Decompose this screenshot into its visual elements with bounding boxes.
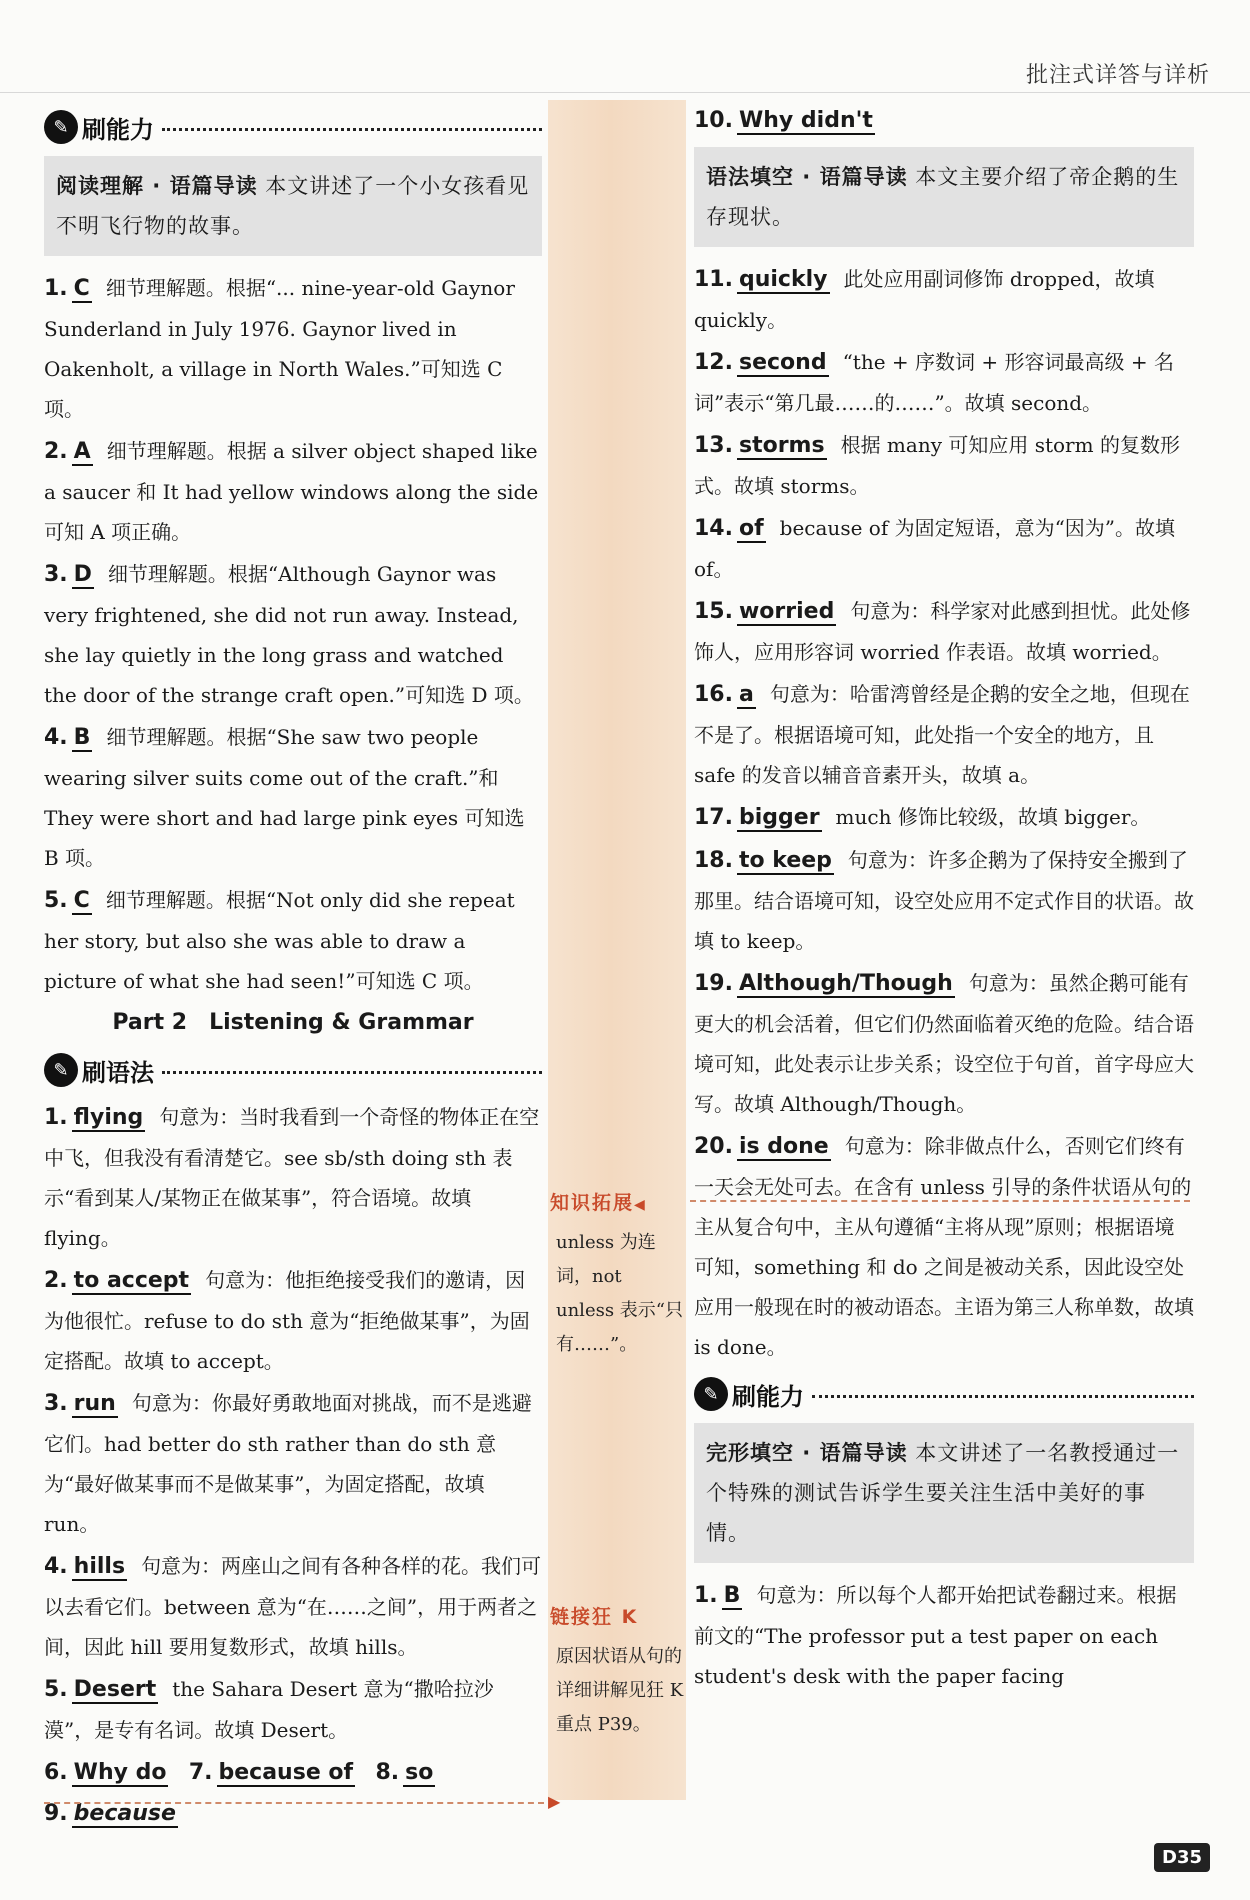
item-number: 9. (44, 1801, 68, 1826)
item-explanation: much 修饰比较级，故填 bigger。 (835, 805, 1151, 829)
answer-item (694, 342, 1194, 423)
item-answer: because (73, 1801, 176, 1826)
item-explanation: the Sahara Desert 意为“撒哈拉沙漠”，是专有名词。故填 Desert。 (44, 1677, 494, 1742)
item-number: 1. (694, 1583, 718, 1608)
answer-item (44, 1383, 542, 1544)
item-explanation: 细节理解题。根据“Not only did she repeat her story, but also she was able to draw a picture of what she had seen!”可知选 C 项。 (44, 888, 515, 993)
item-number: 5. (44, 888, 68, 913)
item-answer: second (738, 350, 827, 375)
item-explanation: 句意为：许多企鹅为了保持安全搬到了那里。结合语境可知，设空处应用不定式作目的状语。故填 to keep。 (694, 848, 1194, 953)
guide-text: 本文讲述了一个小女孩看见不明飞行物的故事。 (56, 174, 530, 238)
item-explanation: 句意为：当时我看到一个奇怪的物体正在空中飞，但我没有看清楚它。see sb/sth doing sth 表示“看到某人/某物正在做某事”，符合语境。故填 flying。 (44, 1105, 540, 1250)
guide-label: 阅读理解 · 语篇导读 (56, 174, 258, 198)
answer-item (694, 963, 1194, 1124)
header-title: 批注式详答与详析 (1025, 63, 1210, 88)
reading-guide (44, 156, 542, 256)
dotted-rule (812, 1395, 1194, 1398)
item-answer: D (73, 562, 92, 587)
item-explanation: 句意为：所以每个人都开始把试卷翻过来。根据前文的“The professor put a test paper on each student's desk with the paper facing (694, 1583, 1177, 1688)
answer-item (44, 431, 542, 552)
item-answer: worried (738, 599, 835, 624)
dashed-connector (44, 1802, 544, 1804)
right-column (694, 100, 1194, 1698)
arrow-left-icon: ◀ (634, 1197, 647, 1213)
pencil-icon: ✎ (694, 1377, 728, 1411)
part-title: Part 2 Listening & Grammar (112, 1010, 474, 1035)
section-badge (694, 1377, 804, 1412)
item-answer: to keep (738, 848, 832, 873)
item-number: 20. (694, 1134, 733, 1159)
item-answer: run (73, 1391, 116, 1416)
item-answer: storms (738, 433, 825, 458)
section-badge (44, 1053, 154, 1088)
answer-row-6-8 (44, 1752, 542, 1793)
guide-text: 本文讲述了一名教授通过一个特殊的测试告诉学生要关注生活中美好的事情。 (706, 1441, 1180, 1545)
answer-item (44, 1669, 542, 1750)
answer-item (694, 425, 1194, 506)
item-number: 19. (694, 971, 733, 996)
answer-item (694, 100, 1194, 141)
item-explanation: 细节理解题。根据“... nine-year-old Gaynor Sunderland in July 1976. Gaynor lived in Oakenholt, a village in North Wales.”可知选 C 项。 (44, 276, 515, 421)
answer-item (694, 508, 1194, 589)
answer-row-9 (44, 1793, 542, 1834)
item-answer: Although/Though (738, 971, 953, 996)
side-note-label-link (550, 1602, 688, 1629)
guide-label: 完形填空 · 语篇导读 (706, 1441, 908, 1465)
header-divider (0, 92, 1250, 93)
item-number: 2. (44, 1268, 68, 1293)
item-number: 14. (694, 516, 733, 541)
answer-item (694, 259, 1194, 340)
pencil-icon: ✎ (44, 110, 78, 144)
item-answer: Desert (73, 1677, 157, 1702)
dotted-rule (162, 128, 542, 131)
item-explanation: 句意为：你最好勇敢地面对挑战，而不是逃避它们。had better do sth rather than do sth 意为“最好做某事而不是做某事”，为固定搭配，故填 run。 (44, 1391, 532, 1536)
item-answer: B (723, 1583, 741, 1608)
item-answer: because of (218, 1760, 354, 1785)
item-number: 10. (694, 108, 733, 133)
section-badge-label: 刷语法 (82, 1058, 154, 1087)
grammar-fill-answers (694, 259, 1194, 1367)
item-number: 11. (694, 267, 733, 292)
item-number: 7. (188, 1760, 213, 1785)
pencil-icon: ✎ (44, 1053, 78, 1087)
side-note-label-extension (550, 1188, 688, 1215)
item-answer: A (73, 439, 91, 464)
answer-item (44, 554, 542, 715)
answer-item (694, 840, 1194, 961)
side-note-text-link: 原因状语从句的详细讲解见狂 K 重点 P39。 (556, 1646, 684, 1735)
cloze-guide (694, 1423, 1194, 1563)
item-answer: Why didn't (738, 108, 873, 133)
item-explanation: 句意为：虽然企鹅可能有更大的机会活着，但它们仍然面临着灭绝的危险。结合语境可知，此处表示让步关系；设空位于句首，首字母应大写。故填 Although/Though。 (694, 971, 1194, 1116)
section-badge-label: 刷能力 (82, 115, 154, 144)
item-answer: quickly (738, 267, 828, 292)
answer-item (44, 268, 542, 429)
item-number: 12. (694, 350, 733, 375)
item-explanation: 细节理解题。根据“She saw two people wearing silver suits come out of the craft.”和 They were short and had large pink eyes 可知选 B 项。 (44, 725, 525, 870)
item-number: 1. (44, 276, 68, 301)
item-number: 4. (44, 1554, 68, 1579)
item-answer: C (73, 276, 90, 301)
item-explanation: 细节理解题。根据“Although Gaynor was very frightened, she did not run away. Instead, she lay quietly in the long grass and watched the door of the strange craft open.”可知选 D 项。 (44, 562, 534, 707)
item-answer: of (738, 516, 764, 541)
left-column (44, 100, 542, 1834)
answer-item (694, 674, 1194, 795)
item-answer: hills (73, 1554, 126, 1579)
item-explanation: 句意为：他拒绝接受我们的邀请，因为他很忙。refuse to do sth 意为“拒绝做某事”，为固定搭配。故填 to accept。 (44, 1268, 530, 1373)
section-heading-ability-2 (694, 1371, 1194, 1417)
grammar-answers (44, 1097, 542, 1750)
section-heading-ability (44, 104, 542, 150)
item-number: 6. (44, 1760, 68, 1785)
item-explanation: 句意为：两座山之间有各种各样的花。我们可以去看它们。between 意为“在……之间”，用于两者之间，因此 hill 要用复数形式，故填 hills。 (44, 1554, 542, 1659)
item-number: 3. (44, 1391, 68, 1416)
answer-item (694, 1126, 1194, 1367)
item-number: 18. (694, 848, 733, 873)
item-answer: Why do (73, 1760, 167, 1785)
answer-item (44, 717, 542, 878)
item-number: 4. (44, 725, 68, 750)
item-explanation: 此处应用副词修饰 dropped，故填 quickly。 (694, 267, 1155, 332)
item-answer: is done (738, 1134, 829, 1159)
side-note-text-extension: unless 为连词，not unless 表示“只有……”。 (556, 1232, 683, 1355)
guide-text: 本文主要介绍了帝企鹅的生存现状。 (706, 165, 1180, 229)
dotted-rule (162, 1071, 542, 1074)
item-answer: a (738, 682, 754, 707)
item-explanation: 句意为：科学家对此感到担忧。此处修饰人，应用形容词 worried 作表语。故填 worried。 (694, 599, 1191, 664)
item-number: 8. (375, 1760, 400, 1785)
item-number: 16. (694, 682, 733, 707)
side-note-label-text: 链接狂 K (550, 1606, 639, 1628)
item-number: 3. (44, 562, 68, 587)
answer-item (44, 880, 542, 1001)
side-note-label-text: 知识拓展 (550, 1192, 635, 1214)
answer-item (44, 1260, 542, 1381)
answer-item (694, 591, 1194, 672)
side-note-column (548, 100, 686, 1800)
section-badge-label: 刷能力 (732, 1382, 804, 1411)
item-explanation: 句意为：除非做点什么，否则它们终有一天会无处可去。在含有 unless 引导的条件状语从句的主从复合句中，主从句遵循“主将从现”原则；根据语境可知，something 和 do 之间是被动关系，因此设空处应用一般现在时的被动语态。主语为第三人称单数，故填 is done。 (694, 1134, 1194, 1359)
item-answer: to accept (73, 1268, 190, 1293)
item-number: 17. (694, 805, 733, 830)
item-explanation: “the + 序数词 + 形容词最高级 + 名词”表示“第几最……的……”。故填 second。 (694, 350, 1174, 415)
answer-item (44, 1546, 542, 1667)
answer-item (694, 1575, 1194, 1696)
item-explanation: 句意为：哈雷湾曾经是企鹅的安全之地，但现在不是了。根据语境可知，此处指一个安全的地方，且 safe 的发音以辅音音素开头，故填 a。 (694, 682, 1190, 787)
item-explanation: 根据 many 可知应用 storm 的复数形式。故填 storms。 (694, 433, 1180, 498)
item-number: 13. (694, 433, 733, 458)
item-explanation: 细节理解题。根据 a silver object shaped like a saucer 和 It had yellow windows along the side 可知 A 项正确。 (44, 439, 539, 544)
item-number: 5. (44, 1677, 68, 1702)
arrow-right-icon: ▶ (548, 1792, 561, 1811)
page-number: D35 (1154, 1843, 1210, 1872)
answer-item (44, 1097, 542, 1258)
item-number: 1. (44, 1105, 68, 1130)
section-heading-grammar (44, 1047, 542, 1093)
guide-label: 语法填空 · 语篇导读 (706, 165, 908, 189)
item-answer: C (73, 888, 90, 913)
reading-answers (44, 268, 542, 1001)
item-number: 15. (694, 599, 733, 624)
answer-item (694, 797, 1194, 838)
item-number: 2. (44, 439, 68, 464)
grammar-fill-guide (694, 147, 1194, 247)
item-answer: flying (73, 1105, 144, 1130)
section-badge (44, 110, 154, 145)
item-answer: bigger (738, 805, 820, 830)
item-answer: so (405, 1760, 434, 1785)
item-answer: B (73, 725, 91, 750)
item-explanation: because of 为固定短语，意为“因为”。故填 of。 (694, 516, 1176, 581)
